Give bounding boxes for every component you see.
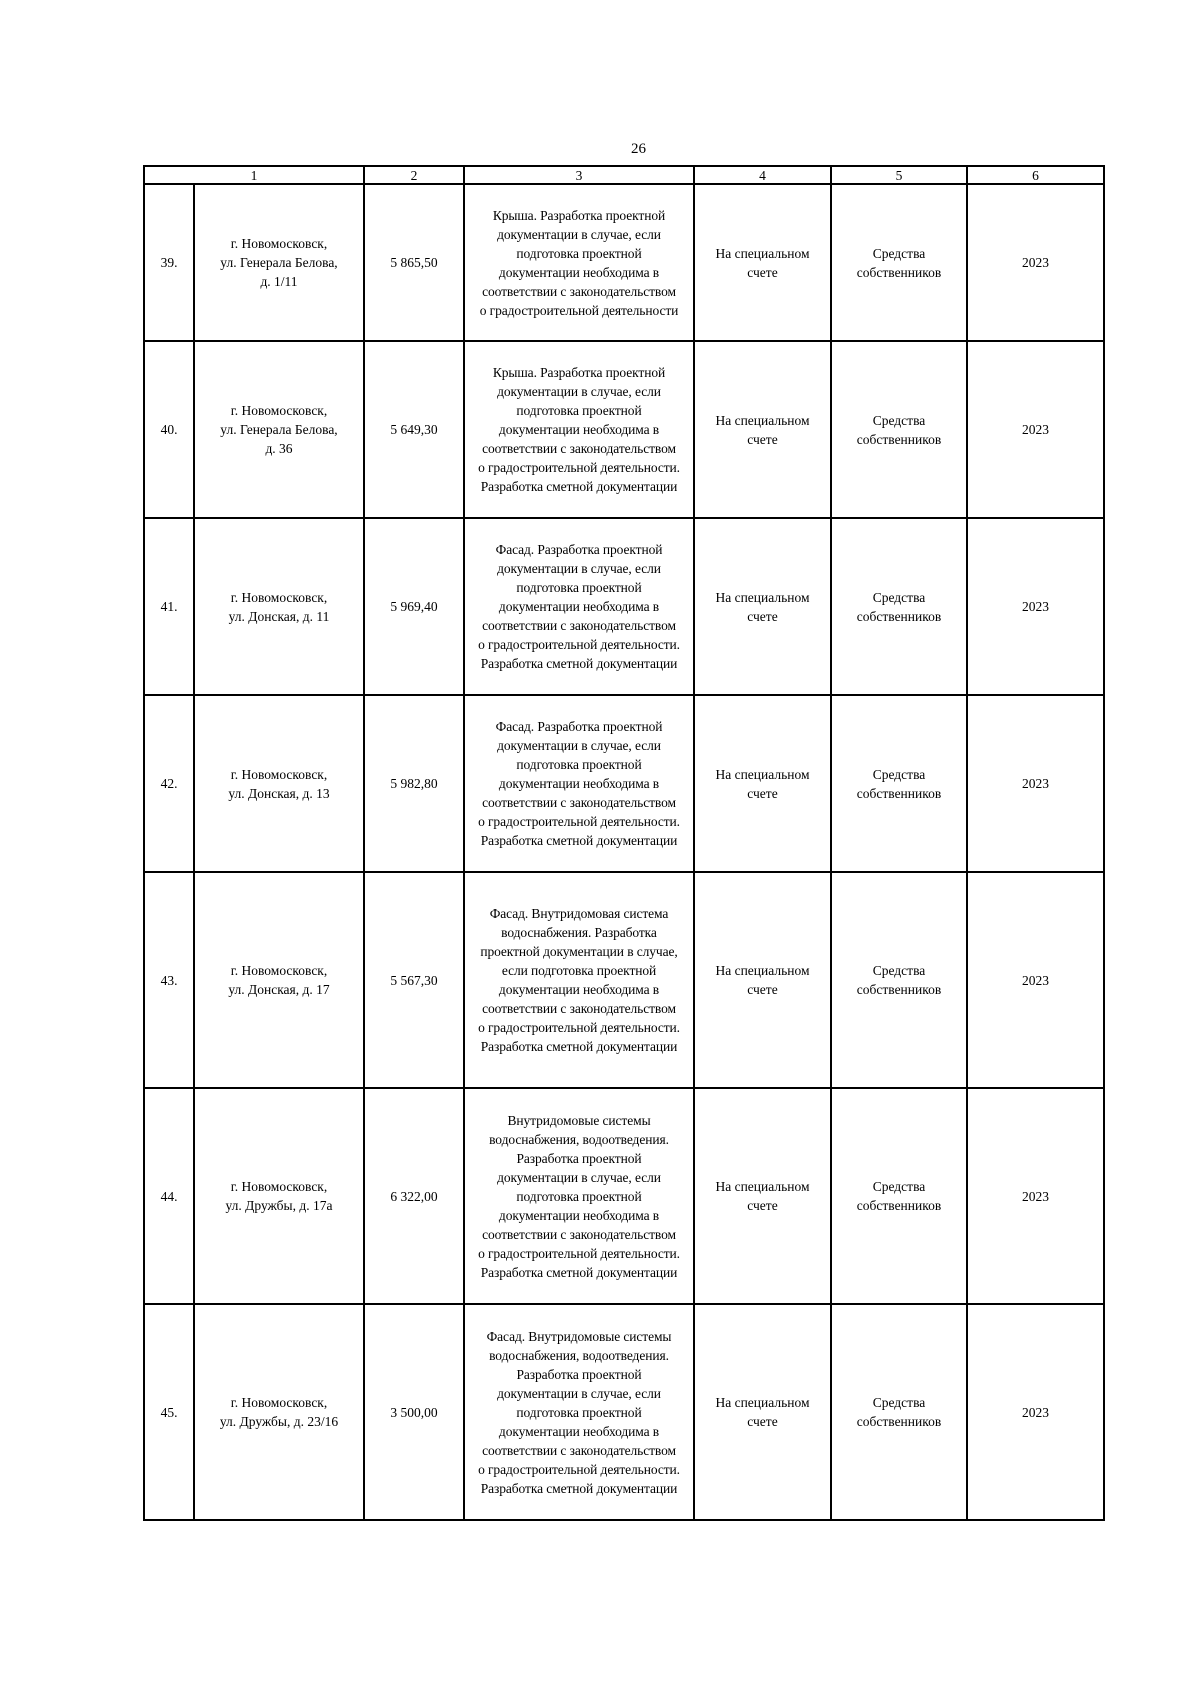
- cost-cell: 6 322,00: [364, 1088, 464, 1304]
- year-cell: 2023: [967, 872, 1104, 1088]
- cost-cell: 5 567,30: [364, 872, 464, 1088]
- year-cell: 2023: [967, 184, 1104, 341]
- funding-source-cell: Средства собственников: [831, 518, 967, 695]
- work-type-cell: Фасад. Внутридомовая система водоснабжения. Разработка проектной документации в случае, если подготовка проектной документации необходима в соответствии с законодательством о градостроительной деятельности. Разработка сметной документации: [464, 872, 694, 1088]
- table-row: [144, 1304, 1104, 1520]
- table-header-row: [144, 166, 1104, 184]
- address-cell: г. Новомосковск, ул. Дружбы, д. 23/16: [194, 1304, 364, 1520]
- work-type-cell: Крыша. Разработка проектной документации в случае, если подготовка проектной документации необходима в соответствии с законодательством о градостроительной деятельности. Разработка сметной документации: [464, 341, 694, 518]
- work-type-cell: Крыша. Разработка проектной документации в случае, если подготовка проектной документации необходима в соответствии с законодательством о градостроительной деятельности: [464, 184, 694, 341]
- funding-source-cell: Средства собственников: [831, 184, 967, 341]
- year-cell: 2023: [967, 1088, 1104, 1304]
- work-type-cell: Внутридомовые системы водоснабжения, водоотведения. Разработка проектной документации в случае, если подготовка проектной документации необходима в соответствии с законодательством о градостроительной деятельности. Разработка сметной документации: [464, 1088, 694, 1304]
- row-number: 41.: [144, 518, 194, 695]
- cost-cell: 3 500,00: [364, 1304, 464, 1520]
- column-header-6: 6: [967, 166, 1104, 184]
- account-cell: На специальном счете: [694, 1088, 831, 1304]
- table-row: [144, 695, 1104, 872]
- table-row: [144, 184, 1104, 341]
- year-cell: 2023: [967, 695, 1104, 872]
- table-row: [144, 872, 1104, 1088]
- column-header-3: 3: [464, 166, 694, 184]
- repair-plan-table: [143, 165, 1105, 1521]
- column-header-5: 5: [831, 166, 967, 184]
- column-header-2: 2: [364, 166, 464, 184]
- row-number: 45.: [144, 1304, 194, 1520]
- work-type-cell: Фасад. Внутридомовые системы водоснабжения, водоотведения. Разработка проектной документации в случае, если подготовка проектной документации необходима в соответствии с законодательством о градостроительной деятельности. Разработка сметной документации: [464, 1304, 694, 1520]
- work-type-cell: Фасад. Разработка проектной документации в случае, если подготовка проектной документации необходима в соответствии с законодательством о градостроительной деятельности. Разработка сметной документации: [464, 695, 694, 872]
- account-cell: На специальном счете: [694, 184, 831, 341]
- year-cell: 2023: [967, 341, 1104, 518]
- account-cell: На специальном счете: [694, 518, 831, 695]
- row-number: 43.: [144, 872, 194, 1088]
- row-number: 39.: [144, 184, 194, 341]
- address-cell: г. Новомосковск, ул. Генерала Белова, д. 1/11: [194, 184, 364, 341]
- address-cell: г. Новомосковск, ул. Генерала Белова, д. 36: [194, 341, 364, 518]
- year-cell: 2023: [967, 1304, 1104, 1520]
- funding-source-cell: Средства собственников: [831, 695, 967, 872]
- table-row: [144, 1088, 1104, 1304]
- column-header-1: 1: [144, 166, 364, 184]
- account-cell: На специальном счете: [694, 872, 831, 1088]
- address-cell: г. Новомосковск, ул. Донская, д. 13: [194, 695, 364, 872]
- cost-cell: 5 969,40: [364, 518, 464, 695]
- table-row: [144, 518, 1104, 695]
- funding-source-cell: Средства собственников: [831, 1088, 967, 1304]
- work-type-cell: Фасад. Разработка проектной документации в случае, если подготовка проектной документации необходима в соответствии с законодательством о градостроительной деятельности. Разработка сметной документации: [464, 518, 694, 695]
- account-cell: На специальном счете: [694, 341, 831, 518]
- cost-cell: 5 649,30: [364, 341, 464, 518]
- funding-source-cell: Средства собственников: [831, 1304, 967, 1520]
- page-number: 26: [631, 141, 646, 157]
- column-header-4: 4: [694, 166, 831, 184]
- row-number: 44.: [144, 1088, 194, 1304]
- address-cell: г. Новомосковск, ул. Дружбы, д. 17а: [194, 1088, 364, 1304]
- address-cell: г. Новомосковск, ул. Донская, д. 11: [194, 518, 364, 695]
- row-number: 42.: [144, 695, 194, 872]
- funding-source-cell: Средства собственников: [831, 872, 967, 1088]
- funding-source-cell: Средства собственников: [831, 341, 967, 518]
- row-number: 40.: [144, 341, 194, 518]
- cost-cell: 5 865,50: [364, 184, 464, 341]
- year-cell: 2023: [967, 518, 1104, 695]
- cost-cell: 5 982,80: [364, 695, 464, 872]
- address-cell: г. Новомосковск, ул. Донская, д. 17: [194, 872, 364, 1088]
- account-cell: На специальном счете: [694, 1304, 831, 1520]
- account-cell: На специальном счете: [694, 695, 831, 872]
- table-row: [144, 341, 1104, 518]
